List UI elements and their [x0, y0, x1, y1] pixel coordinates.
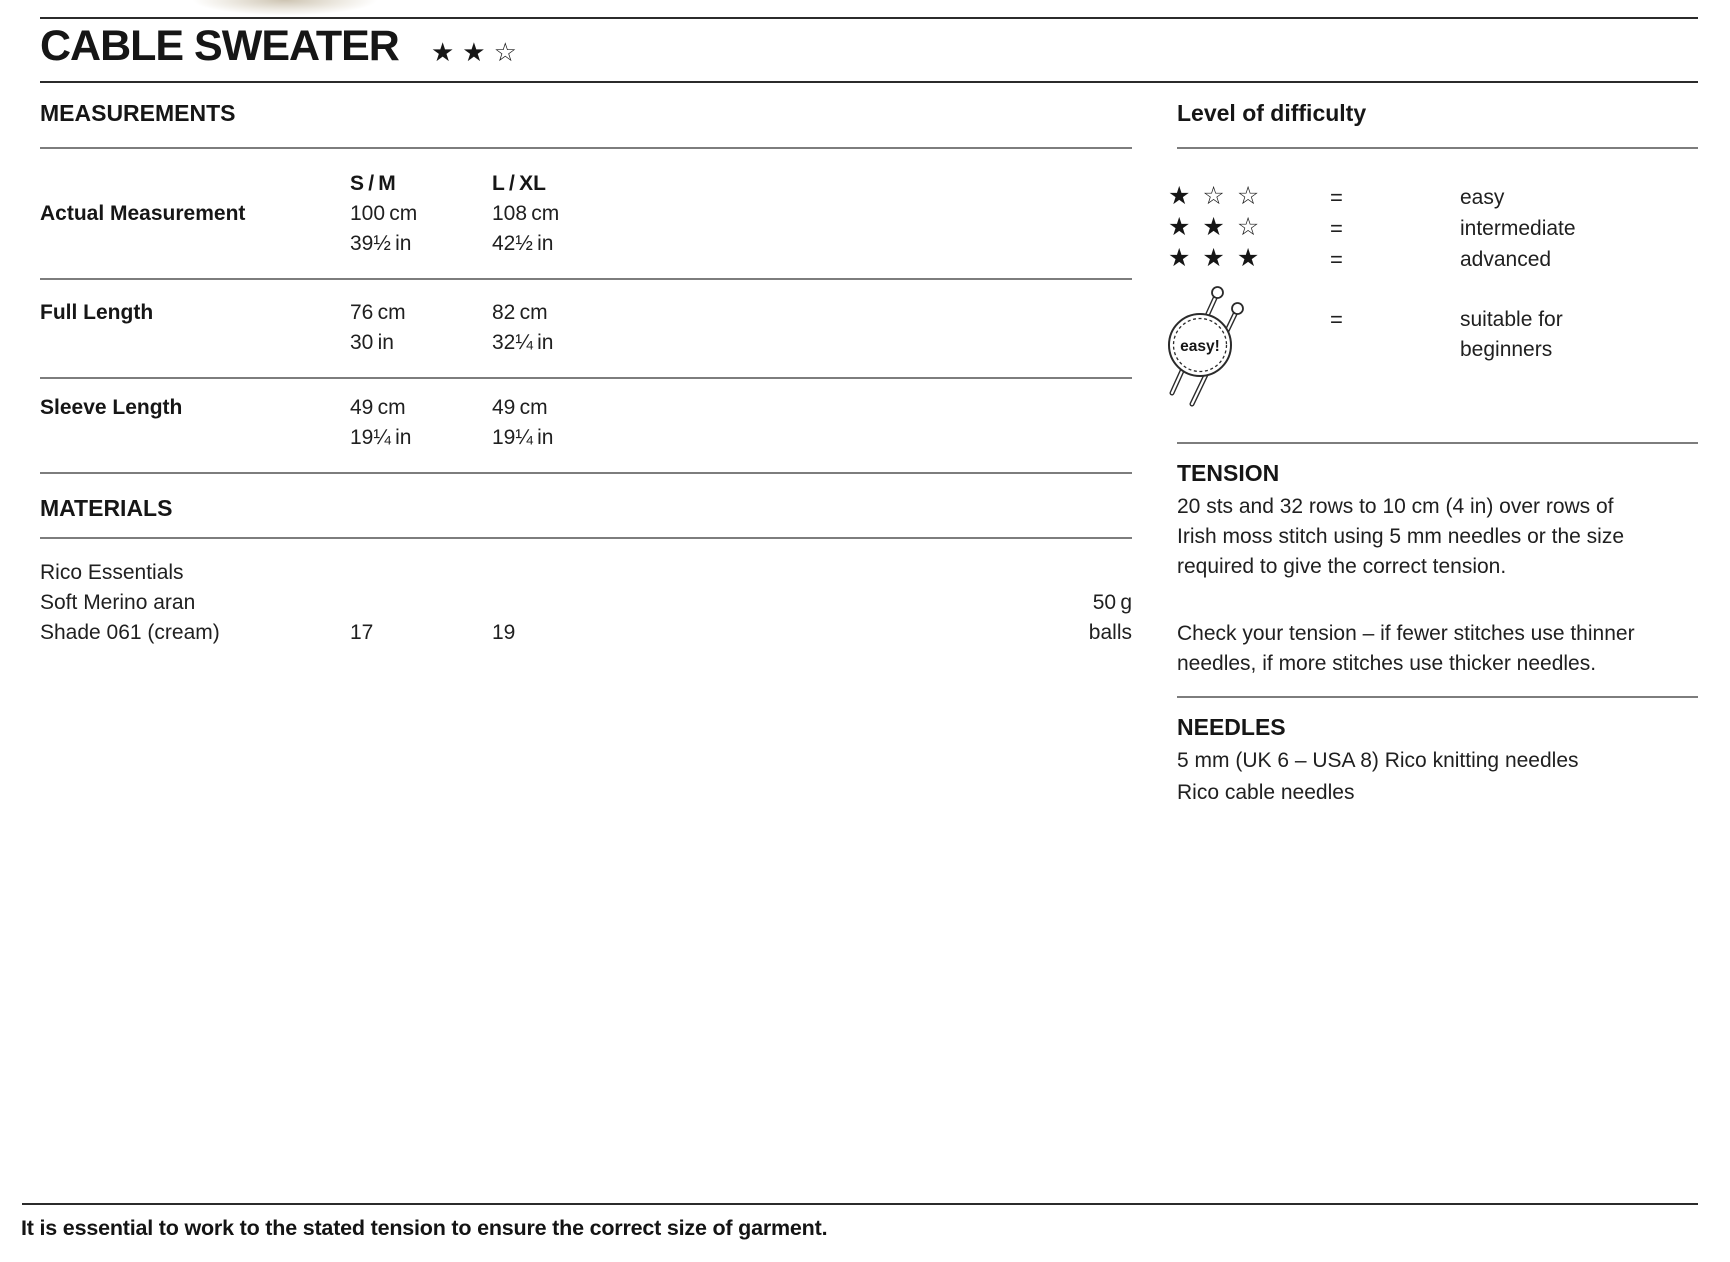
measurement-value-cm: 108 cm [492, 202, 560, 225]
table-row-rule [40, 278, 1132, 280]
tension-check-line: Check your tension – if fewer stitches use thinner [1177, 622, 1635, 645]
measurement-row-label: Sleeve Length [40, 396, 183, 419]
balls-count-lxl: 19 [492, 621, 516, 644]
difficulty-label-beginners-line2: beginners [1460, 338, 1553, 361]
measurement-value-cm: 49 cm [350, 396, 406, 419]
tension-line: Irish moss stitch using 5 mm needles or the size [1177, 525, 1625, 548]
difficulty-heading: Level of difficulty [1177, 100, 1367, 126]
footer-note: It is essential to work to the stated tension to ensure the correct size of garment. [21, 1216, 828, 1240]
tension-line: 20 sts and 32 rows to 10 cm (4 in) over rows of [1177, 495, 1614, 518]
materials-heading: MATERIALS [40, 495, 173, 521]
size-header-sm: S / M [350, 172, 396, 195]
difficulty-label-beginners-line1: suitable for [1460, 308, 1563, 331]
balls-count-sm: 17 [350, 621, 374, 644]
needles-line: Rico cable needles [1177, 781, 1355, 804]
title-bottom-rule [40, 81, 1698, 83]
tension-heading: TENSION [1177, 460, 1280, 486]
yarn-shade: Shade 061 (cream) [40, 621, 220, 644]
size-header-lxl: L / XL [492, 172, 546, 195]
measurement-value-in: 32¼ in [492, 331, 554, 354]
measurement-value-in: 19¼ in [350, 426, 412, 449]
easy-badge-label: easy! [1180, 338, 1220, 355]
page-title: CABLE SWEATER [40, 22, 399, 70]
measurement-row-label: Actual Measurement [40, 202, 246, 225]
measurement-value-in: 30 in [350, 331, 394, 354]
measurement-value-in: 42½ in [492, 232, 554, 255]
table-row-rule [40, 377, 1132, 379]
ball-unit: balls [1088, 621, 1132, 644]
needles-line: 5 mm (UK 6 – USA 8) Rico knitting needles [1177, 749, 1579, 772]
measurements-heading: MEASUREMENTS [40, 100, 236, 126]
measurement-value-cm: 100 cm [350, 202, 418, 225]
photo-edge-fragment [180, 0, 390, 16]
measurement-row-label: Full Length [40, 301, 154, 324]
measurement-value-in: 19¼ in [492, 426, 554, 449]
difficulty-label-easy: easy [1460, 186, 1505, 209]
table-bottom-rule [40, 472, 1132, 474]
footer-rule [22, 1203, 1698, 1205]
stars-one-icon: ★☆☆ [1168, 182, 1272, 210]
easy-badge-icon [1162, 283, 1257, 411]
materials-heading-rule [40, 537, 1132, 539]
title-difficulty-stars-icon: ★★☆ [431, 37, 525, 67]
yarn-brand: Rico Essentials [40, 561, 184, 584]
stars-three-icon: ★★★ [1168, 244, 1272, 272]
stars-two-icon: ★★☆ [1168, 213, 1272, 241]
difficulty-bottom-rule [1177, 442, 1698, 444]
measurements-heading-rule [40, 147, 1132, 149]
tension-bottom-rule [1177, 696, 1698, 698]
tension-check-line: needles, if more stitches use thicker needles. [1177, 652, 1597, 675]
measurement-value-in: 39½ in [350, 232, 412, 255]
needles-heading: NEEDLES [1177, 714, 1286, 740]
difficulty-label-intermediate: intermediate [1460, 217, 1576, 240]
equals-sign: = [1330, 185, 1343, 210]
measurement-value-cm: 76 cm [350, 301, 406, 324]
equals-sign: = [1330, 307, 1343, 332]
equals-sign: = [1330, 247, 1343, 272]
top-rule [40, 17, 1698, 19]
difficulty-label-advanced: advanced [1460, 248, 1552, 271]
measurement-value-cm: 82 cm [492, 301, 548, 324]
ball-weight: 50 g [1092, 591, 1132, 614]
yarn-name: Soft Merino aran [40, 591, 196, 614]
equals-sign: = [1330, 216, 1343, 241]
difficulty-heading-rule [1177, 147, 1698, 149]
tension-line: required to give the correct tension. [1177, 555, 1507, 578]
measurement-value-cm: 49 cm [492, 396, 548, 419]
